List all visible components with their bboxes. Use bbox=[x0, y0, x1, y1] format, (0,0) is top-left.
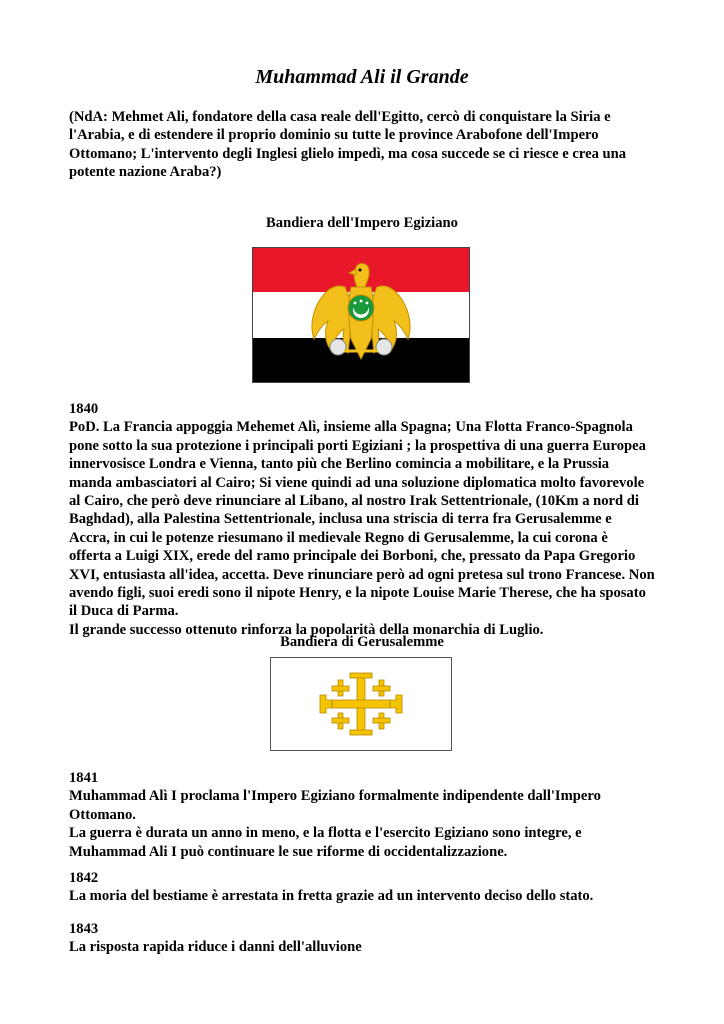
text-line: avendo figli, suoi eredi sono il nipote Henry, e la nipote Louise Marie Therese, che ha sposato bbox=[69, 585, 646, 602]
text-line: La moria del bestiame è arrestata in fretta grazie ad un intervento deciso dello stato. bbox=[69, 888, 594, 905]
text-line: XVI, entusiasta all'idea, accetta. Deve rinunciare però ad ogni pretesa sul trono Francese. Non bbox=[69, 566, 655, 583]
text-line: l'Arabia, e di estendere il proprio dominio su tutte le province Arabofone dell'Impero bbox=[69, 127, 599, 144]
text-line: potente nazione Araba?) bbox=[69, 164, 222, 181]
jerusalem-flag bbox=[270, 657, 452, 751]
flag-jerusalem-caption: Bandiera di Gerusalemme bbox=[280, 634, 444, 650]
text-line: innervosisce Londra e Vienna, tanto più che Berlino comincia a mobilitare, e la Prussia bbox=[69, 456, 610, 473]
text-line: (NdA: Mehmet Ali, fondatore della casa reale dell'Egitto, cercò di conquistare la Siria e bbox=[69, 109, 611, 125]
text-line: manda ambasciatori al Cairo; Si viene quindi ad una soluzione diplomatica molto favorevole bbox=[69, 474, 645, 491]
text-line: Il grande successo ottenuto rinforza la popolarità della monarchia di Luglio. bbox=[69, 621, 544, 638]
section-1841 bbox=[69, 769, 669, 861]
text-line: La risposta rapida riduce i danni dell'alluvione bbox=[69, 939, 362, 956]
section-year: 1842 bbox=[69, 870, 99, 886]
section-year: 1840 bbox=[69, 401, 99, 417]
text-line: al Cairo, che però deve rinunciare al Libano, al nostro Irak Settentrionale, (10Km a nord di bbox=[69, 493, 639, 510]
text-line: PoD. La Francia appoggia Mehemet Alì, insieme alla Spagna; Una Flotta Franco-Spagnola bbox=[69, 419, 633, 436]
text-line: Muhammad Ali I può continuare le sue riforme di occidentalizzazione. bbox=[69, 843, 508, 860]
text-line: Ottomano. bbox=[69, 806, 136, 823]
text-line: il Duca di Parma. bbox=[69, 603, 179, 620]
egyptian-empire-flag bbox=[252, 247, 470, 383]
text-line: La guerra è durata un anno in meno, e la flotta e l'esercito Egiziano sono integre, e bbox=[69, 825, 582, 842]
text-line: Muhammad Alì I proclama l'Impero Egiziano formalmente indipendente dall'Impero bbox=[69, 788, 601, 805]
section-1843 bbox=[69, 920, 669, 957]
text-line: Accra, in cui le potenze riesumano il medievale Regno di Gerusalemme, la cui corona è bbox=[69, 529, 608, 546]
section-1842 bbox=[69, 869, 669, 906]
intro-paragraph bbox=[69, 108, 669, 182]
section-year: 1843 bbox=[69, 921, 99, 937]
section-1840 bbox=[69, 400, 669, 639]
text-line: Ottomano; L'intervento degli Inglesi glielo impedì, ma cosa succede se ci riesce e crea una bbox=[69, 145, 627, 162]
flag-egypt-caption: Bandiera dell'Impero Egiziano bbox=[266, 215, 458, 231]
text-line: offerta a Luigi XIX, erede del ramo principale dei Borboni, che, pressato da Papa Gregorio bbox=[69, 548, 636, 565]
text-line: Baghdad), alla Palestina Settentrionale, inclusa una striscia di terra fra Gerusalemme e bbox=[69, 511, 612, 528]
section-year: 1841 bbox=[69, 770, 99, 786]
text-line: pone sotto la sua protezione i principali porti Egiziani ; la prospettiva di una guerra Europea bbox=[69, 437, 646, 454]
page-title: Muhammad Ali il Grande bbox=[255, 66, 469, 88]
